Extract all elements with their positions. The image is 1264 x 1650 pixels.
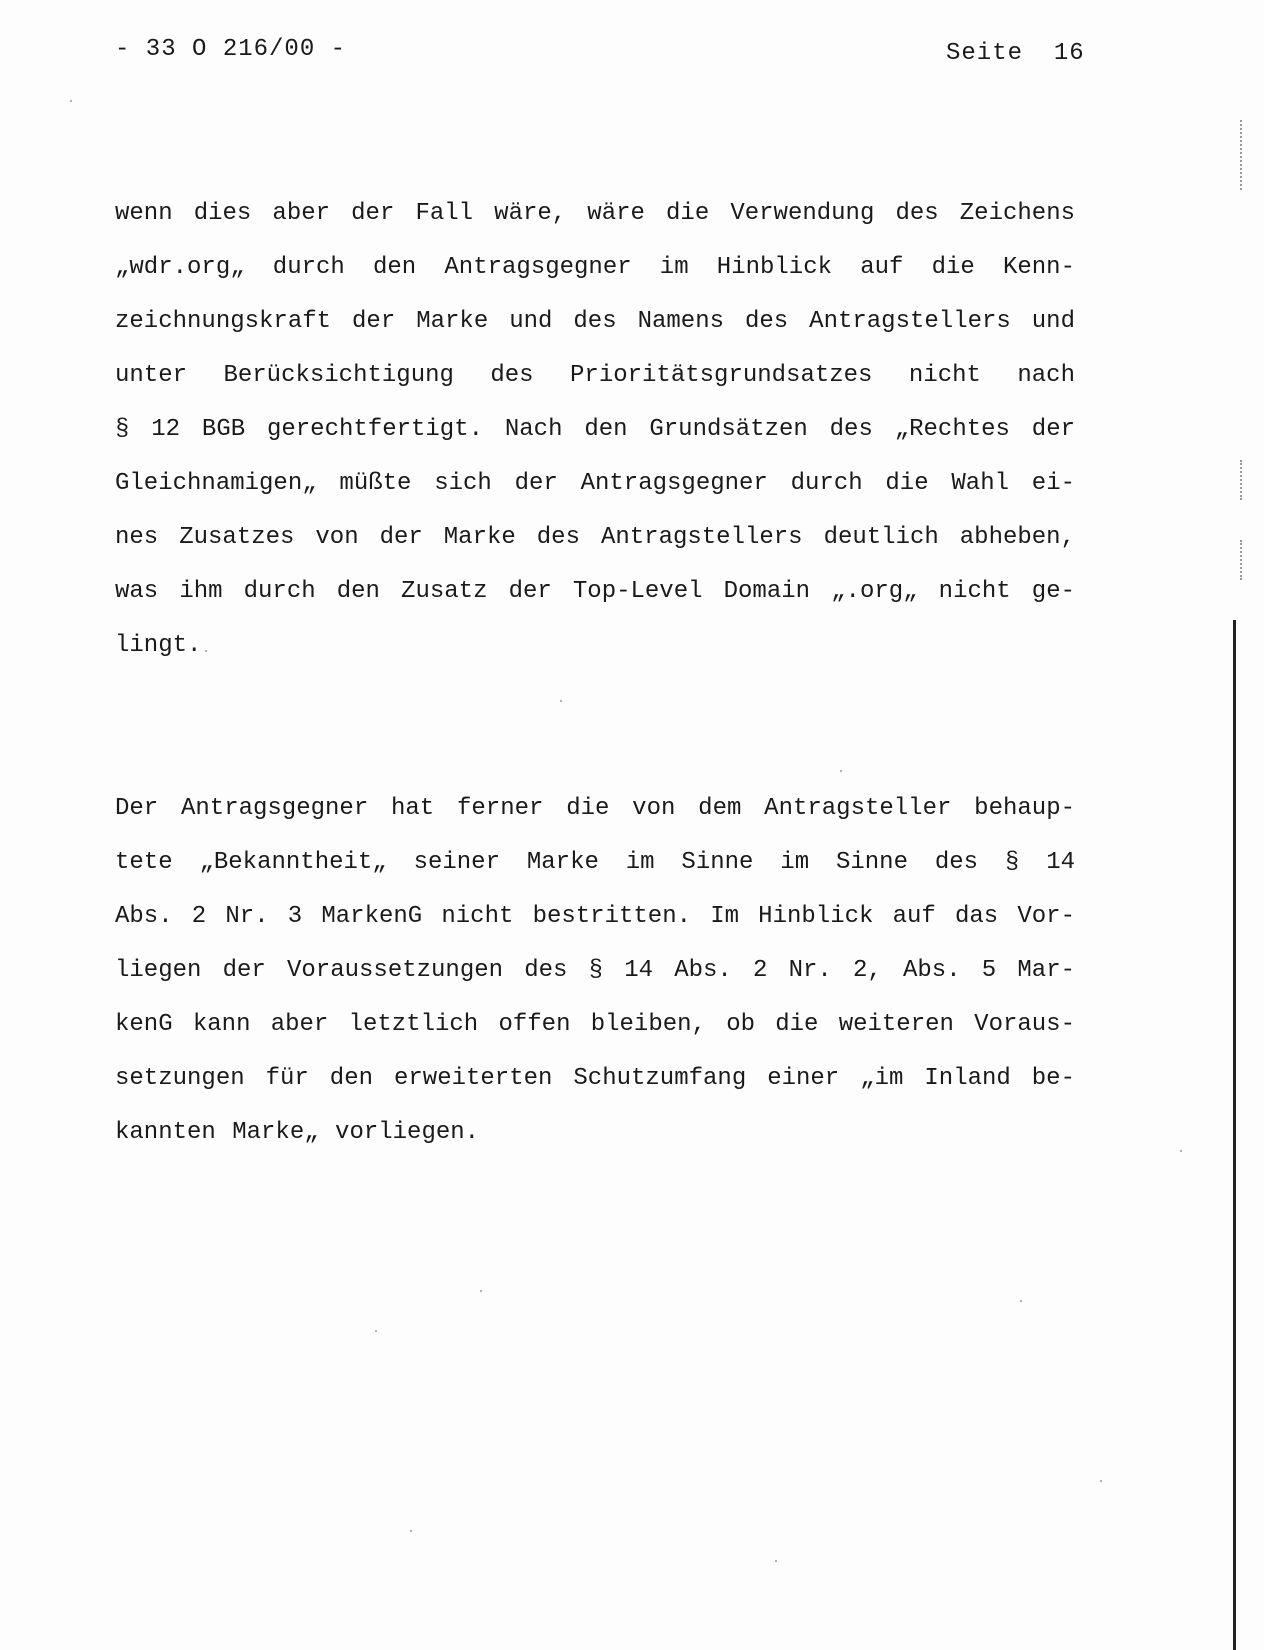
paragraph-line: kenG kann aber letztlich offen bleiben, ob die weiteren Voraus- [115, 1011, 1075, 1038]
paragraph-line: kannten Marke„ vorliegen. [115, 1119, 480, 1146]
paragraph-line: tete „Bekanntheit„ seiner Marke im Sinne im Sinne des § 14 [115, 849, 1075, 876]
scan-speck [375, 1330, 377, 1332]
page-number: Seite 16 [946, 40, 1085, 67]
scan-speck [1180, 1150, 1182, 1152]
scan-speck [775, 1560, 777, 1562]
paragraph-1 [115, 187, 1075, 673]
scan-speck [70, 100, 72, 102]
paragraph-line: liegen der Voraussetzungen des § 14 Abs. 2 Nr. 2, Abs. 5 Mar- [115, 957, 1075, 984]
paragraph-2 [115, 782, 1075, 1160]
scan-speck [480, 1290, 482, 1292]
paragraph-line: setzungen für den erweiterten Schutzumfang einer „im Inland be- [115, 1065, 1075, 1092]
case-number: - 33 O 216/00 - [115, 36, 347, 63]
paragraph-line: nes Zusatzes von der Marke des Antragstellers deutlich abheben, [115, 524, 1075, 551]
paragraph-line: „wdr.org„ durch den Antragsgegner im Hinblick auf die Kenn- [115, 254, 1075, 281]
paragraph-line: zeichnungskraft der Marke und des Namens des Antragstellers und [115, 308, 1075, 335]
scan-speck [410, 1530, 412, 1532]
scan-edge-dots [1240, 540, 1242, 580]
scan-speck [1020, 1300, 1022, 1302]
paragraph-line: Abs. 2 Nr. 3 MarkenG nicht bestritten. Im Hinblick auf das Vor- [115, 903, 1075, 930]
paragraph-line: wenn dies aber der Fall wäre, wäre die Verwendung des Zeichens [115, 200, 1075, 227]
paragraph-line: Gleichnamigen„ müßte sich der Antragsgegner durch die Wahl ei- [115, 470, 1075, 497]
scan-edge-line [1233, 620, 1236, 1650]
paragraph-line: § 12 BGB gerechtfertigt. Nach den Grundsätzen des „Rechtes der [115, 416, 1075, 443]
paragraph-line: was ihm durch den Zusatz der Top-Level Domain „.org„ nicht ge- [115, 578, 1075, 605]
scan-speck [840, 770, 842, 772]
paragraph-line: unter Berücksichtigung des Prioritätsgrundsatzes nicht nach [115, 362, 1075, 389]
paragraph-line: Der Antragsgegner hat ferner die von dem Antragsteller behaup- [115, 795, 1075, 822]
paragraph-line: lingt. [115, 632, 202, 659]
scan-edge-dots [1240, 460, 1242, 500]
scan-edge-dots [1240, 120, 1242, 190]
scan-speck [205, 650, 207, 652]
scan-speck [1100, 1480, 1102, 1482]
scan-speck [560, 700, 562, 702]
